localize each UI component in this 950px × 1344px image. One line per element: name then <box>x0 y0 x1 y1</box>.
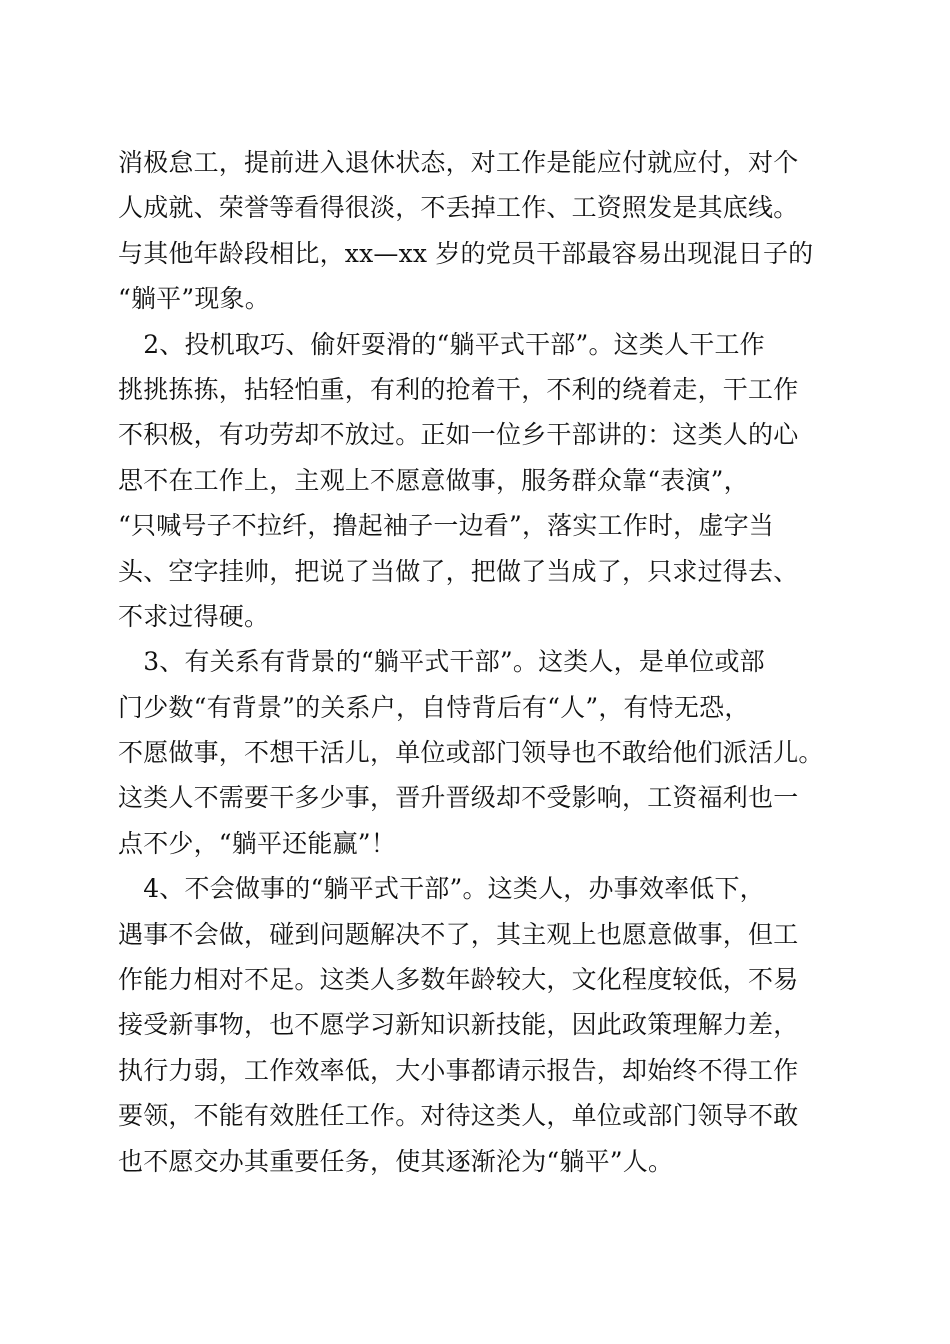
text-line-3: 与其他年龄段相比，xx—xx 岁的党员干部最容易出现混日子的 <box>118 238 814 268</box>
text-line-23: 也不愿交办其重要任务，使其逐渐沦为“躺平”人。 <box>118 1146 674 1176</box>
text-line-16: 点不少，“躺平还能赢”！ <box>118 828 396 858</box>
text-line-8: 思不在工作上，主观上不愿意做事，服务群众靠“表演”， <box>118 465 749 495</box>
text-line-5: 2、投机取巧、偷奸耍滑的“躺平式干部”。这类人干工作 <box>118 329 765 359</box>
text-line-14: 不愿做事，不想干活儿，单位或部门领导也不敢给他们派活儿。 <box>118 738 824 768</box>
text-line-12: 3、有关系有背景的“躺平式干部”。这类人，是单位或部 <box>118 647 765 677</box>
text-line-19: 作能力相对不足。这类人多数年龄较大，文化程度较低，不易 <box>118 965 799 995</box>
text-line-11: 不求过得硬。 <box>118 601 270 631</box>
document-body-text <box>118 140 838 1184</box>
text-line-17: 4、不会做事的“躺平式干部”。这类人，办事效率低下， <box>118 874 765 904</box>
text-line-7: 不积极，有功劳却不放过。正如一位乡干部讲的：这类人的心 <box>118 420 799 450</box>
text-line-18: 遇事不会做，碰到问题解决不了，其主观上也愿意做事，但工 <box>118 919 799 949</box>
text-line-2: 人成就、荣誉等看得很淡，不丢掉工作、工资照发是其底线。 <box>118 193 799 223</box>
text-line-4: “躺平”现象。 <box>118 284 270 314</box>
text-line-21: 执行力弱，工作效率低，大小事都请示报告，却始终不得工作 <box>118 1055 799 1085</box>
text-line-10: 头、空字挂帅，把说了当做了，把做了当成了，只求过得去、 <box>118 556 799 586</box>
text-line-13: 门少数“有背景”的关系户，自恃背后有“人”，有恃无恐， <box>118 692 750 722</box>
text-line-1: 消极怠工，提前进入退休状态，对工作是能应付就应付，对个 <box>118 148 799 177</box>
text-line-6: 挑挑拣拣，拈轻怕重，有利的抢着干，不利的绕着走，干工作 <box>118 374 799 404</box>
text-line-22: 要领，不能有效胜任工作。对待这类人，单位或部门领导不敢 <box>118 1101 799 1131</box>
text-line-9: “只喊号子不拉纤，撸起袖子一边看”，落实工作时，虚字当 <box>118 511 774 541</box>
text-line-20: 接受新事物，也不愿学习新知识新技能，因此政策理解力差， <box>118 1010 799 1040</box>
text-line-15: 这类人不需要干多少事，晋升晋级却不受影响，工资福利也一 <box>118 783 799 813</box>
